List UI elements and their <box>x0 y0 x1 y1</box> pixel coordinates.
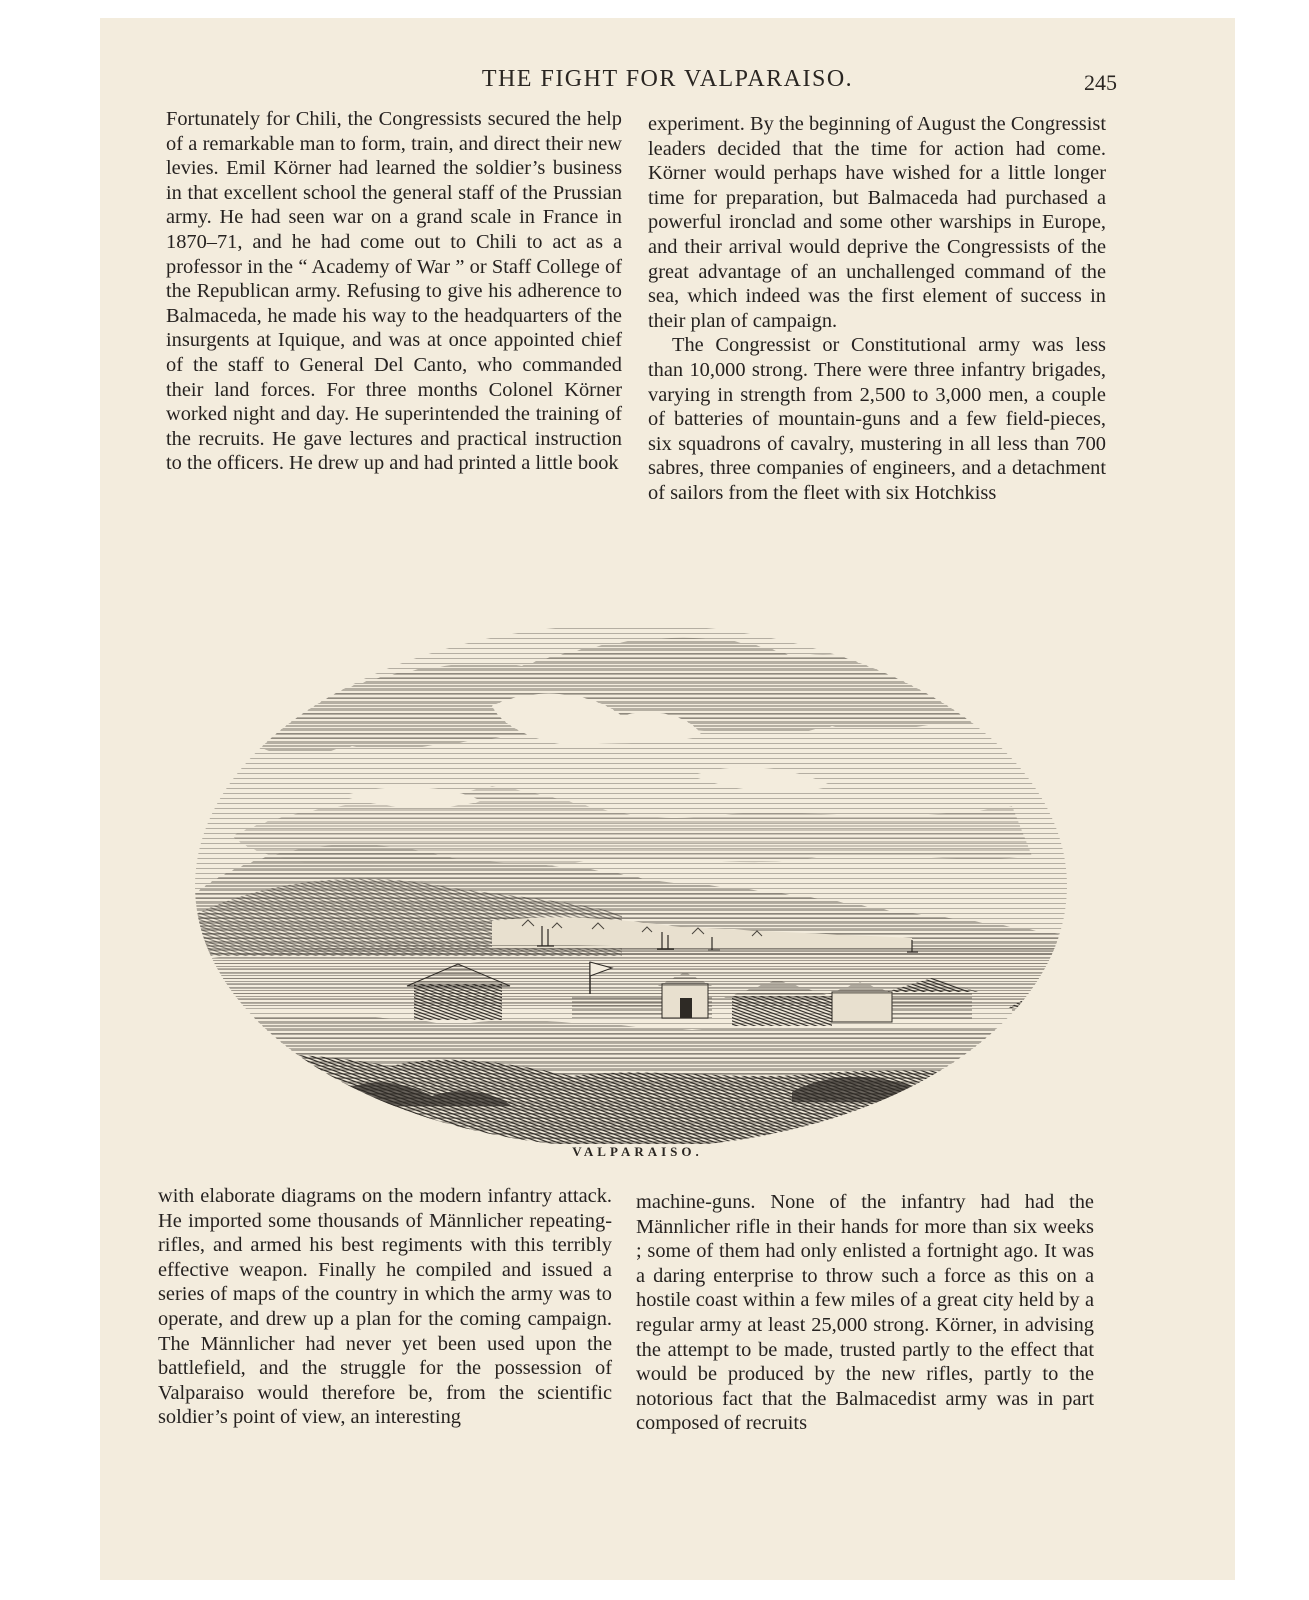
column-bottom-left <box>158 1184 612 1430</box>
running-title: THE FIGHT FOR VALPARAISO. <box>481 66 854 92</box>
paragraph: Fortunately for Chili, the Congressists secured the help of a remarkable man to form, train, and direct their new levies. Emil Körner had learned the soldier’s business in that excellent school the general staff of the Prussian army. He had seen war on a grand scale in France in 1870–71, and he had come out to Chili to act as a professor in the “ Academy of War ” or Staff College of the Republican army. Refusing to give his adherence to Balmaceda, he made his way to the headquarters of the insurgents at Iquique, and was at once appointed chief of the staff to General Del Canto, who commanded their land forces. For three months Colonel Körner worked night and day. He superintended the training of the recruits. He gave lectures and practical instruction to the officers. He drew up and had printed a little book <box>166 108 622 475</box>
column-bottom-right <box>636 1190 1094 1436</box>
illustration-caption: VALPARAISO. <box>572 1144 703 1159</box>
valparaiso-engraving <box>192 596 1070 1144</box>
column-top-right <box>648 112 1106 506</box>
paragraph: The Congressist or Constitutional army was less than 10,000 strong. There were three infantry brigades, varying in strength from 2,500 to 3,000 men, a couple of batteries of mountain-guns and a few field-pieces, six squadrons of cavalry, mustering in all less than 700 sabres, three companies of engineers, and a detachment of sailors from the fleet with six Hotchkiss <box>648 334 1106 504</box>
column-top-left <box>166 107 622 476</box>
book-page <box>100 18 1235 1580</box>
paragraph: with elaborate diagrams on the modern infantry attack. He imported some thousands of Männlicher repeating-rifles, and armed his best regiments with this terribly effective weapon. Finally he compiled and issued a series of maps of the country in which the army was to operate, and drew up a plan for the coming campaign. The Männlicher had never yet been used upon the battlefield, and the struggle for the possession of Valparaiso would therefore be, from the scientific soldier’s point of view, an interesting <box>158 1185 612 1429</box>
paragraph: machine-guns. None of the infantry had had the Männlicher rifle in their hands for more than six weeks ; some of them had only enlisted a fortnight ago. It was a daring enterprise to throw such a force as this on a hostile coast within a few miles of a great city held by a regular army at least 25,000 strong. Körner, in advising the attempt to be made, trusted partly to the effect that would be produced by the new rifles, partly to the notorious fact that the Balmacedist army was in part composed of recruits <box>636 1191 1094 1435</box>
page-number: 245 <box>1084 70 1117 95</box>
paragraph: experiment. By the beginning of August the Congressist leaders decided that the time for action had come. Körner would perhaps have wished for a little longer time for preparation, but Balmaceda had purchased a powerful ironclad and some other warships in Europe, and their arrival would deprive the Congressists of the great advantage of an unchallenged command of the sea, which indeed was the first element of success in their plan of campaign. <box>648 113 1106 332</box>
